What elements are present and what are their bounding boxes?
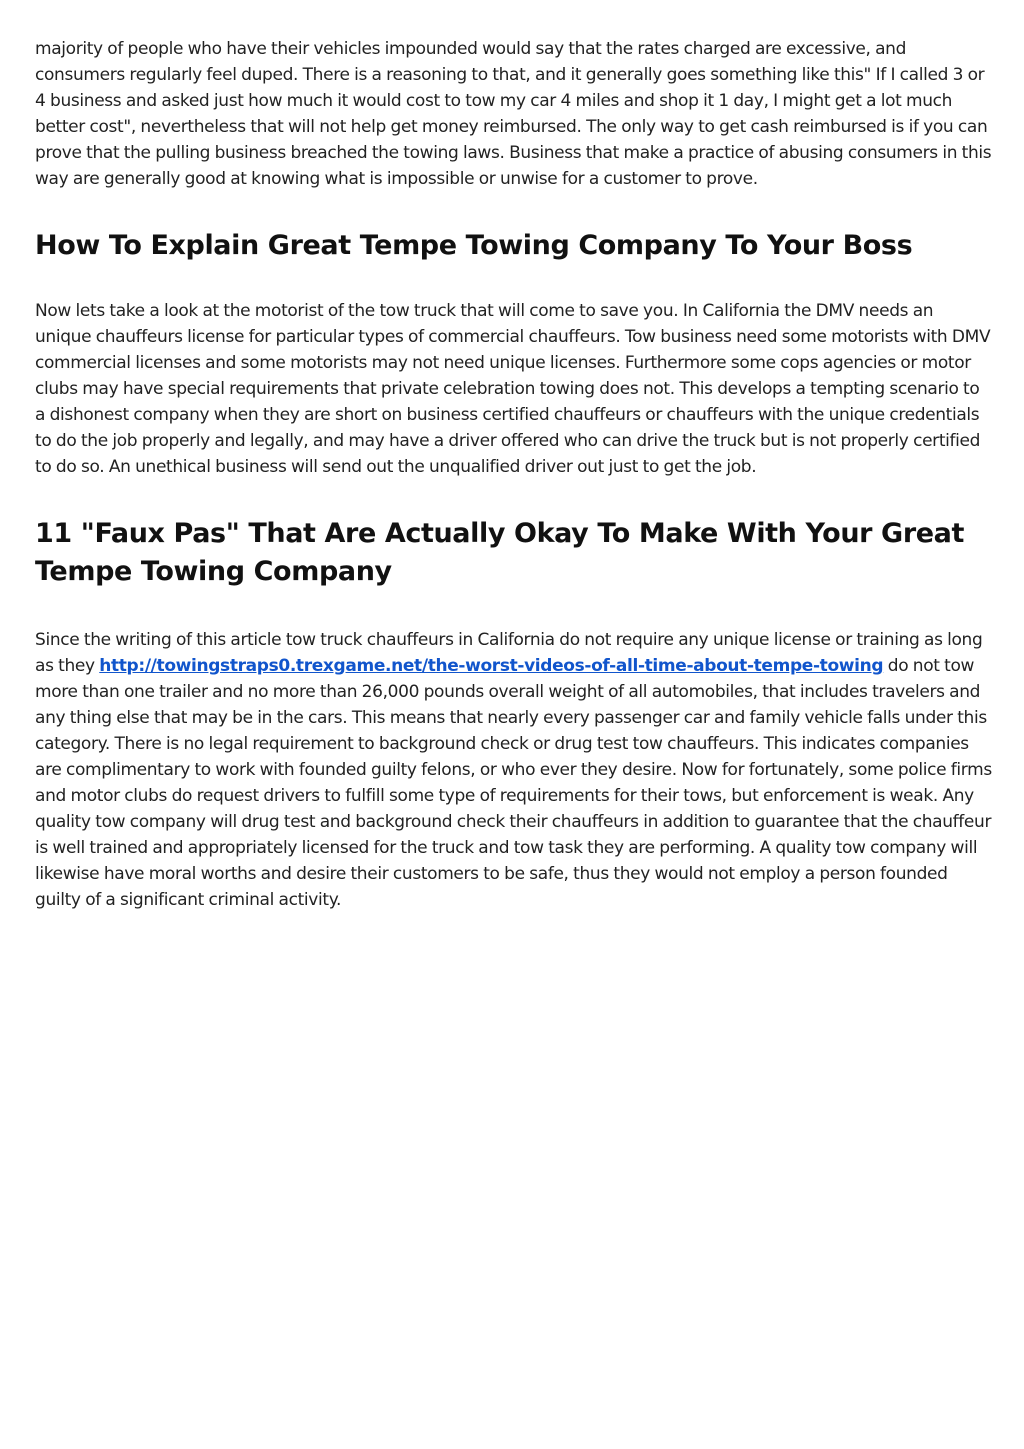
article-paragraph-1: majority of people who have their vehicles impounded would say that the rates charged are excessive, and consumers regularly feel duped. There is a reasoning to that, and it generally goes something like this" If I called 3 or 4 business and asked just how much it would cost to tow my car 4 miles and shop it 1 day, I might get a lot much better cost", nevertheless that will not help get money reimbursed. The only way to get cash reimbursed is if you can prove that the pulling business breached the towing laws. Business that make a practice of abusing consumers in this way are generally good at knowing what is impossible or unwise for a customer to prove. xyxy=(35,39,992,189)
article-inline-link[interactable]: http://towingstraps0.trexgame.net/the-worst-videos-of-all-time-about-tempe-towing xyxy=(99,656,884,676)
section-heading-2: 11 "Faux Pas" That Are Actually Okay To Make With Your Great Tempe Towing Company xyxy=(35,518,964,587)
article-paragraph-2: Now lets take a look at the motorist of the tow truck that will come to save you. In California the DMV needs an unique chauffeurs license for particular types of commercial chauffeurs. Tow business need some motorists with DMV commercial licenses and some motorists may not need unique licenses. Furthermore some cops agencies or motor clubs may have special requirements that private celebration towing does not. This develops a tempting scenario to a dishonest company when they are short on business certified chauffeurs or chauffeurs with the unique credentials to do the job properly and legally, and may have a driver offered who can drive the truck but is not properly certified to do so. An unethical business will send out the unqualified driver out just to get the job. xyxy=(35,301,991,477)
section-heading-1: How To Explain Great Tempe Towing Company To Your Boss xyxy=(35,230,913,261)
article-body xyxy=(35,36,993,913)
article-paragraph-3 xyxy=(35,627,993,913)
paragraph-3-text-before-link: Since the writing of this article tow truck chauffeurs in California do not require any unique license or training as long as they xyxy=(35,630,983,676)
paragraph-3-text-after-link: do not tow more than one trailer and no more than 26,000 pounds overall weight of all automobiles, that includes travelers and any thing else that may be in the cars. This means that nearly every passenger car and family vehicle falls under this category. There is no legal requirement to background check or drug test tow chauffeurs. This indicates companies are complimentary to work with founded guilty felons, or who ever they desire. Now for fortunately, some police firms and motor clubs do request drivers to fulfill some type of requirements for their tows, but enforcement is weak. Any quality tow company will drug test and background check their chauffeurs in addition to guarantee that the chauffeur is well trained and appropriately licensed for the truck and tow task they are performing. A quality tow company will likewise have moral worths and desire their customers to be safe, thus they would not employ a person founded guilty of a significant criminal activity. xyxy=(35,656,992,910)
